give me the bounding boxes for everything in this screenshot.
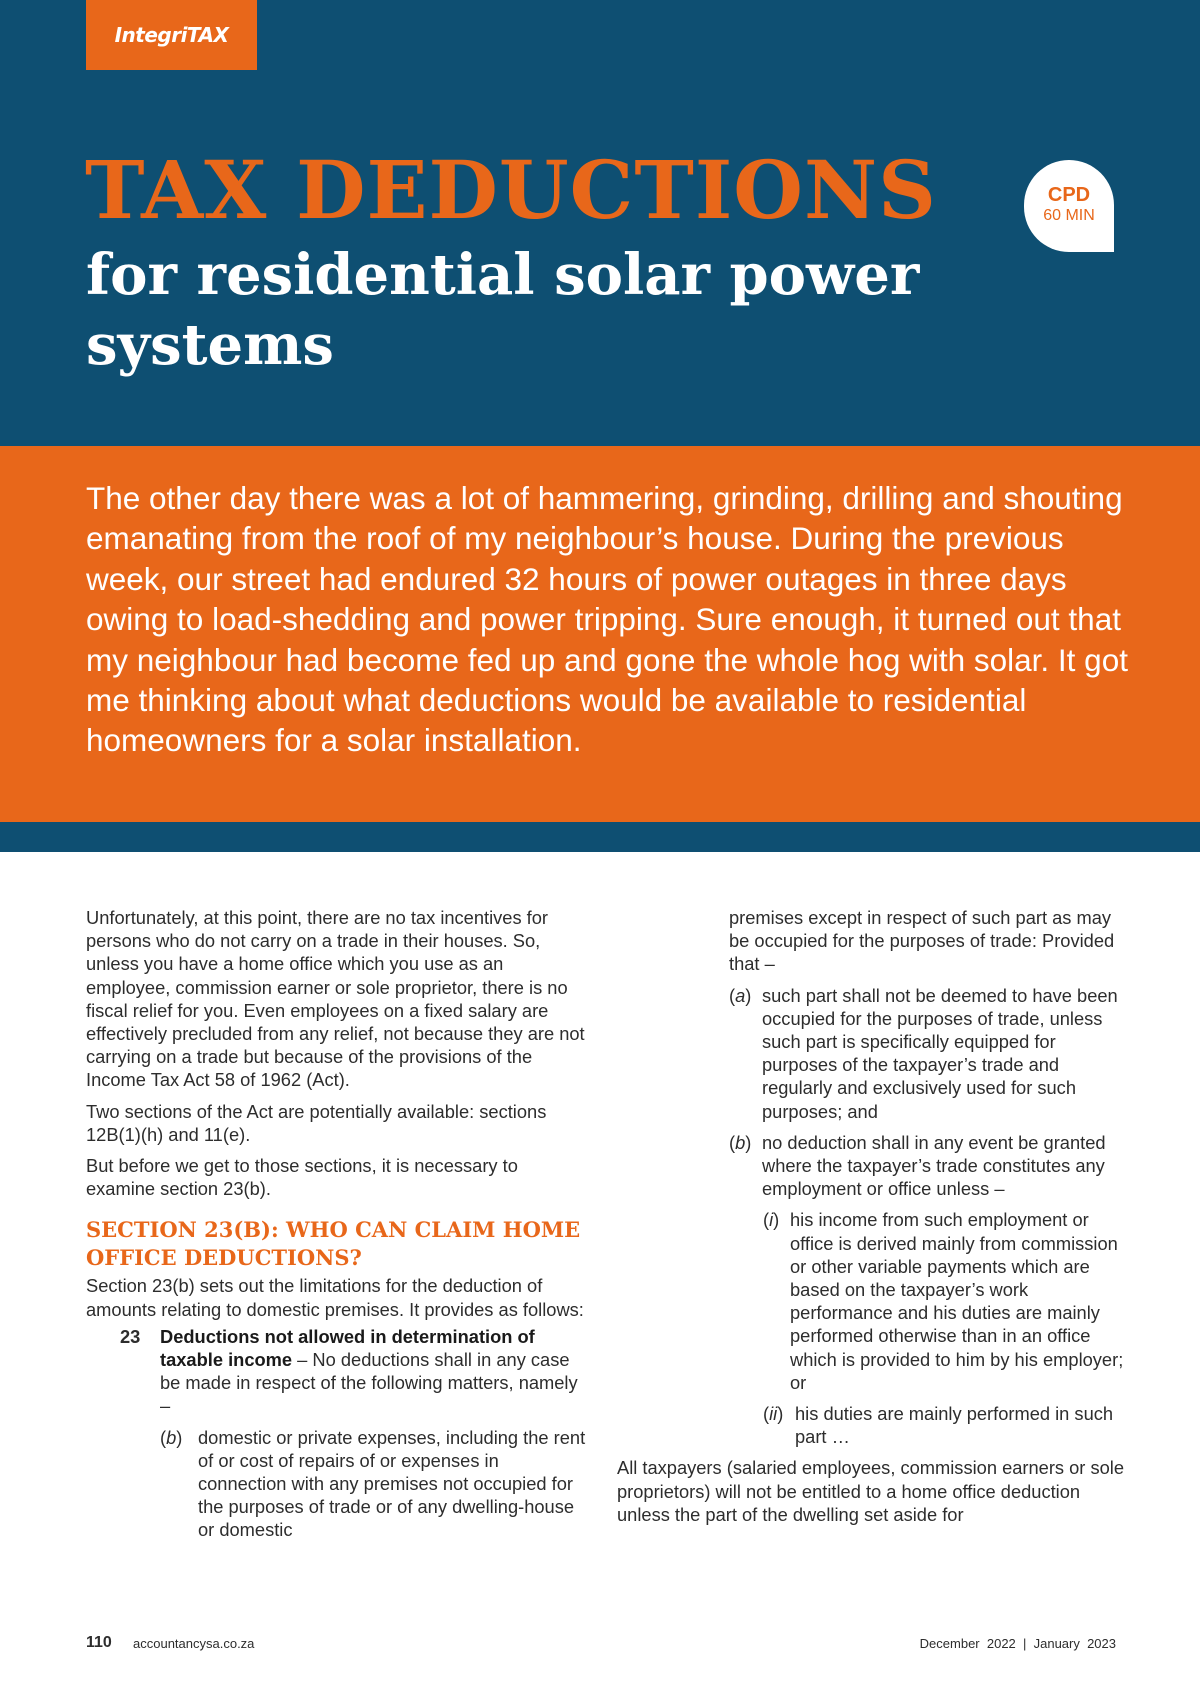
page-subtitle: for residential solar power systems <box>86 242 920 378</box>
cpd-duration: 60 MIN <box>1043 207 1095 224</box>
issue-date: December 2022 | January 2023 <box>919 1636 1116 1651</box>
item-marker: (ii) <box>763 1403 784 1425</box>
item-marker: (b) <box>160 1426 183 1448</box>
cpd-label: CPD <box>1047 184 1091 206</box>
closing-paragraph: All taxpayers (salaried employees, commission earners or sole proprietors) will not be entitled to a home office deduction unless the part of the dwelling set aside for <box>617 1457 1125 1525</box>
law-title: Deductions not allowed in determination of taxable income <box>160 1325 535 1371</box>
proviso-item-b <box>617 1131 1127 1201</box>
item-text: domestic or private expenses, including the rent of or cost of repairs of or expenses in connection with any premises not occupied for the purposes of trade or of any dwelling-house or domestic <box>198 1426 586 1541</box>
section-heading: SECTION 23(B): WHO CAN CLAIM HOME OFFICE DEDUCTIONS? <box>86 1217 581 1271</box>
law-body <box>160 1325 586 1418</box>
divider-bar <box>0 822 1200 852</box>
continuation-text: premises except in respect of such part as may be occupied for the purposes of trade: Provided that – <box>729 907 1115 975</box>
item-text: his duties are mainly performed in such part … <box>795 1403 1114 1448</box>
law-text: – No deductions shall in any case be made in respect of the following matters, namely – <box>160 1349 578 1417</box>
brand-logo: IntegriTAX <box>86 0 257 70</box>
item-marker: (a) <box>729 984 752 1006</box>
law-number: 23 <box>120 1325 141 1347</box>
right-column <box>617 906 1127 1534</box>
intro-panel <box>0 446 1200 822</box>
item-text: no deduction shall in any event be granted where the taxpayer’s trade constitutes any employment or office unless – <box>762 1131 1106 1200</box>
paragraph-1: Unfortunately, at this point, there are no tax incentives for persons who do not carry on a trade in their houses. So, unless you have a home office which you use as an employee, commission earner or sole proprietor, there is no fiscal relief for you. Even employees on a fixed salary are effectively precluded from any relief, not because they are not carrying on a trade but because of the provisions of the Income Tax Act 58 of 1962 (Act). <box>86 907 585 1091</box>
law-section-23 <box>86 1325 586 1418</box>
proviso-item-a <box>617 984 1127 1123</box>
hero-banner <box>0 0 1200 446</box>
law-item-b <box>86 1426 586 1542</box>
item-marker: (b) <box>729 1131 752 1153</box>
intro-text: The other day there was a lot of hammering, grinding, drilling and shouting emanating from the roof of my neighbour’s house. During the previous week, our street had endured 32 hours of power outages in three days owing to load-shedding and power tripping. Sure enough, it turned out that my neighbour had become fed up and gone the whole hog with solar. It got me thinking about what deductions would be available to residential homeowners for a solar installation. <box>86 480 1128 759</box>
item-text: his income from such employment or office is derived mainly from commission or other variable payments which are based on the taxpayer’s work performance and his duties are mainly performed otherwise than in an office which is provided to him by his employer; or <box>790 1209 1124 1393</box>
website-link[interactable]: accountancysa.co.za <box>133 1636 255 1651</box>
page-number: 110 <box>86 1634 112 1651</box>
proviso-sub-ii <box>617 1402 1127 1448</box>
item-marker: (i) <box>763 1209 780 1231</box>
paragraph-2: Two sections of the Act are potentially available: sections 12B(1)(h) and 11(e). <box>86 1100 547 1145</box>
paragraph-3: But before we get to those sections, it is necessary to examine section 23(b). <box>86 1155 518 1200</box>
paragraph-4: Section 23(b) sets out the limitations for the deduction of amounts relating to domestic premises. It provides as follows: <box>86 1275 584 1320</box>
item-text: such part shall not be deemed to have been occupied for the purposes of trade, unless such part is specifically equipped for purposes of the taxpayer’s trade and regularly and exclusively used for such purposes; and <box>762 984 1118 1122</box>
page-title: TAX DEDUCTIONS <box>85 143 937 237</box>
cpd-badge <box>1024 160 1114 252</box>
left-column <box>86 906 586 1542</box>
proviso-sub-i <box>617 1208 1127 1394</box>
